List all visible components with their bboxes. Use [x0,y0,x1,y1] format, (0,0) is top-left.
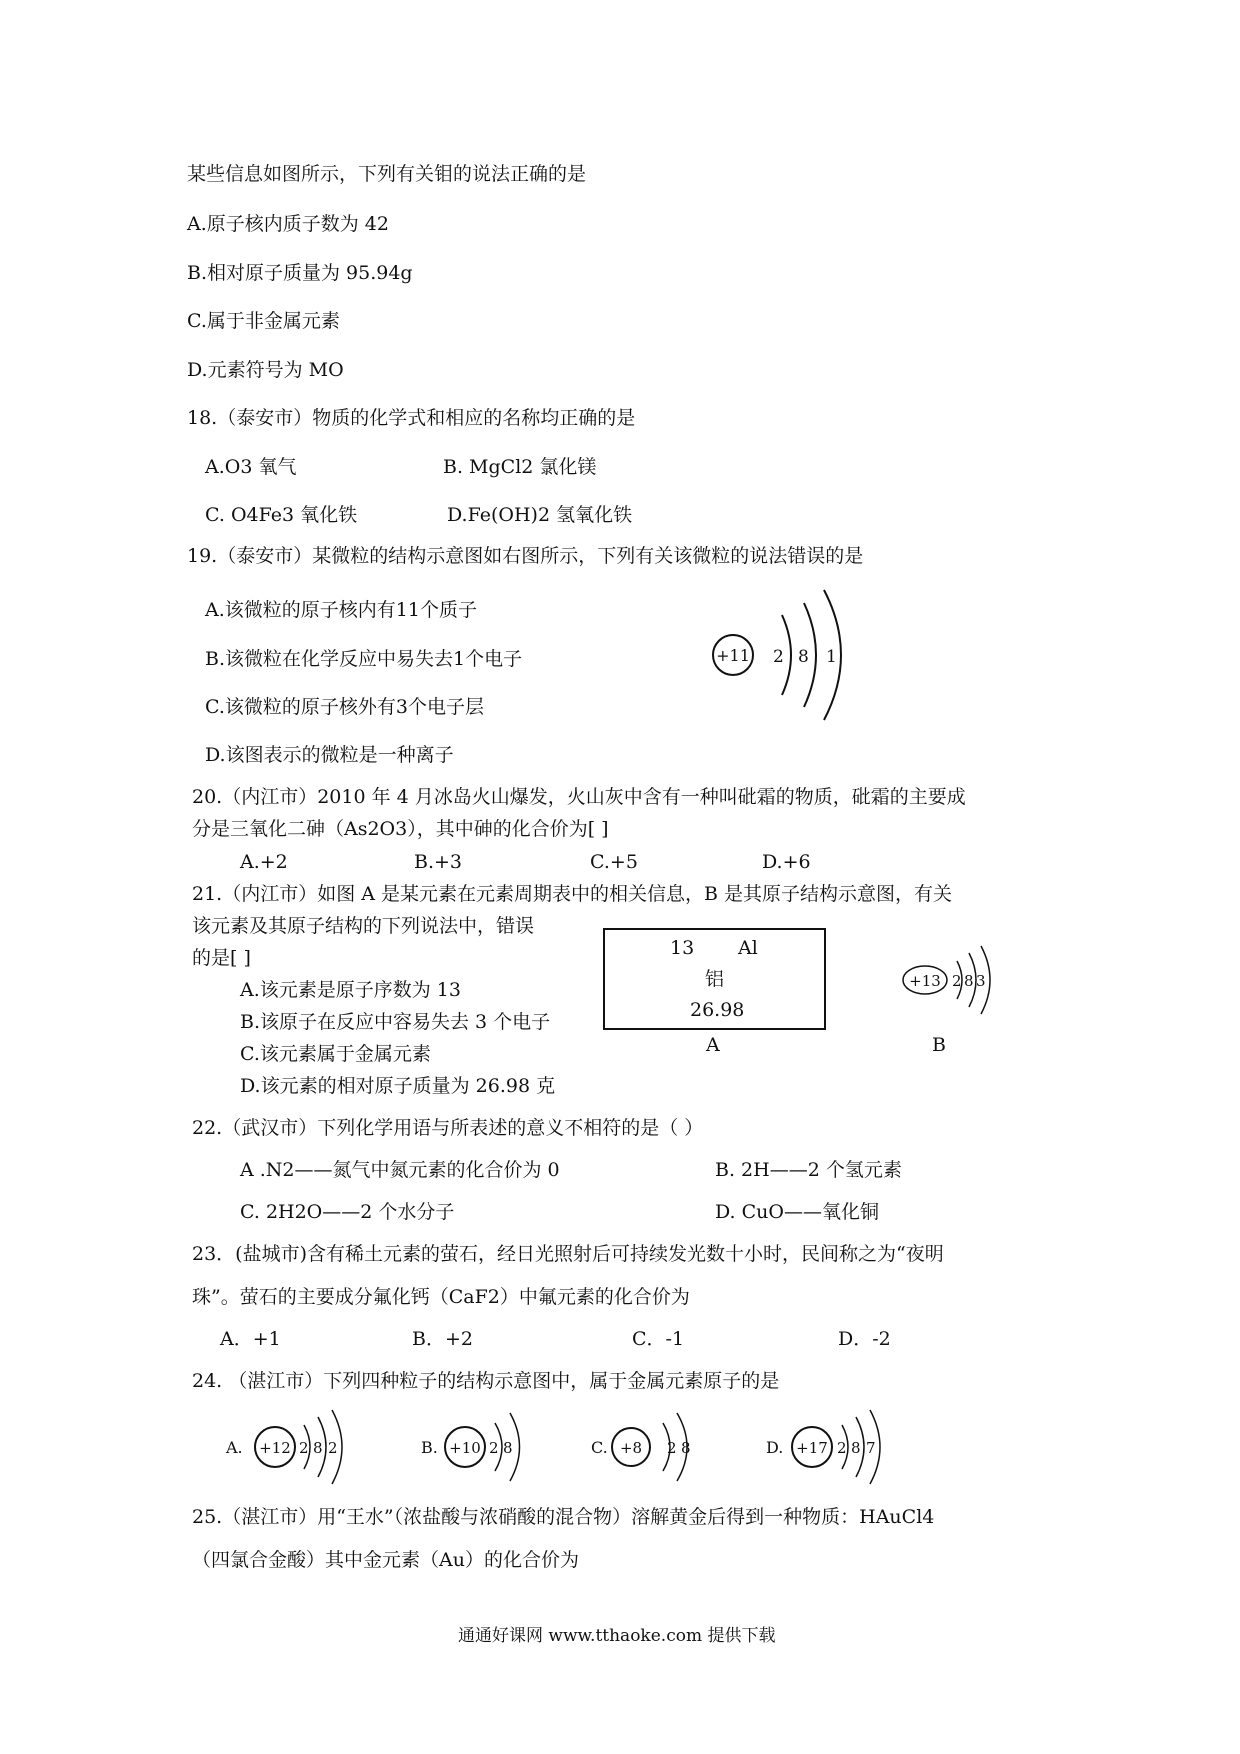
q19-option-d: D.该图表示的微粒是一种离子 [205,744,454,766]
shell-electrons: 2 [773,647,784,667]
q21-line1: 21.（内江市）如图 A 是某元素在元素周期表中的相关信息，B 是其原子结构示意图，有关 [192,883,953,905]
q22-stem: 22.（武汉市）下列化学用语与所表述的意义不相符的是（ ） [192,1117,704,1139]
q23-option-d: D．-2 [838,1328,891,1350]
q22-option-d: D. CuO——氧化铜 [715,1201,879,1223]
shell-electrons: 1 [826,647,837,667]
shell-electrons: 2 [328,1439,338,1457]
q17-option-d: D.元素符号为 MO [187,359,344,381]
q20-option-c: C.+5 [590,851,638,873]
q19-option-c: C.该微粒的原子核外有3个电子层 [205,696,484,718]
q21-option-d: D.该元素的相对原子质量为 26.98 克 [240,1075,556,1097]
choice-label: D. [766,1438,784,1457]
q20-line1: 20.（内江市）2010 年 4 月冰岛火山爆发，火山灰中含有一种叫砒霜的物质，砒霜的主要成 [192,786,966,808]
nucleus-charge: +13 [909,972,941,990]
q22-option-b: B. 2H——2 个氢元素 [715,1159,902,1181]
element-symbol: Al [738,937,758,959]
q20-option-a: A.+2 [240,851,288,873]
nucleus-charge: +10 [449,1439,481,1457]
q18-option-d: D.Fe(OH)2 氢氧化铁 [447,504,633,526]
atomic-mass: 26.98 [690,999,745,1021]
q23-line1: 23．(盐城市)含有稀土元素的萤石，经日光照射后可持续发光数十小时，民间称之为“夜明 [192,1243,944,1265]
q24-choice-d-diagram [760,1405,920,1485]
q20-option-d: D.+6 [762,851,811,873]
shell-electrons: 2 [299,1439,309,1457]
choice-label: B. [421,1438,438,1457]
q21-atom-diagram [895,943,1005,1018]
choice-label: A. [226,1438,243,1457]
q24-choice-c-diagram [585,1405,715,1485]
q21-option-c: C.该元素属于金属元素 [240,1043,431,1065]
shell-electrons: 3 [976,972,986,990]
q21-option-b: B.该原子在反应中容易失去 3 个电子 [240,1011,551,1033]
q20-line2: 分是三氧化二砷（As2O3），其中砷的化合价为[ ] [192,818,609,840]
q17-option-c: C.属于非金属元素 [187,310,340,332]
shell-electrons: 8 [964,972,974,990]
shell-electrons: 8 [851,1439,861,1457]
shell-electrons: 2 [952,972,962,990]
q17-stem: 某些信息如图所示，下列有关钼的说法正确的是 [187,163,587,185]
atomic-number: 13 [670,937,695,959]
element-name: 铝 [705,968,725,990]
q18-option-a: A.O3 氧气 [205,456,297,478]
q17-option-b: B.相对原子质量为 95.94g [187,262,413,284]
shell-electrons: 2 [667,1439,677,1457]
q20-option-b: B.+3 [414,851,463,873]
shell-electrons: 7 [866,1439,876,1457]
shell-electrons: 2 [489,1439,499,1457]
q19-option-b: B.该微粒在化学反应中易失去1个电子 [205,648,523,670]
periodic-table-card [603,928,826,1030]
nucleus-charge: +11 [716,646,750,665]
shell-electrons: 8 [798,647,809,667]
card-label-a: A [706,1034,720,1056]
q24-stem: 24. （湛江市）下列四种粒子的结构示意图中，属于金属元素原子的是 [192,1370,780,1392]
shell-electrons: 8 [681,1439,691,1457]
q25-line1: 25.（湛江市）用“王水”（浓盐酸与浓硝酸的混合物）溶解黄金后得到一种物质：HAuCl4 [192,1506,935,1528]
q19-stem: 19.（泰安市）某微粒的结构示意图如右图所示，下列有关该微粒的说法错误的是 [187,545,864,567]
shell-electrons: 8 [313,1439,323,1457]
page-footer: 通通好课网 www.tthaoke.com 提供下载 [458,1626,776,1646]
nucleus-charge: +8 [619,1439,643,1457]
q23-option-a: A．+1 [220,1328,281,1350]
q21-option-a: A.该元素是原子序数为 13 [240,979,461,1001]
q18-stem: 18.（泰安市）物质的化学式和相应的名称均正确的是 [187,407,636,429]
q18-option-b: B. MgCl2 氯化镁 [443,456,597,478]
q23-line2: 珠”。萤石的主要成分氟化钙（CaF2）中氟元素的化合价为 [192,1286,690,1308]
nucleus-charge: +17 [796,1439,828,1457]
q24-choice-b-diagram [415,1405,565,1485]
q25-line2: （四氯合金酸）其中金元素（Au）的化合价为 [192,1549,579,1571]
q23-option-c: C．-1 [632,1328,685,1350]
atom-label-b: B [932,1034,946,1056]
q23-option-b: B．+2 [412,1328,473,1350]
q21-line2: 该元素及其原子结构的下列说法中，错误 [192,915,535,937]
q19-atom-diagram [700,585,850,735]
nucleus-charge: +12 [259,1439,291,1457]
q18-option-c: C. O4Fe3 氧化铁 [205,504,358,526]
shell-electrons: 2 [837,1439,847,1457]
shell-electrons: 8 [503,1439,513,1457]
q24-choice-a-diagram [220,1405,380,1485]
q19-option-a: A.该微粒的原子核内有11个质子 [205,599,477,621]
q17-option-a: A.原子核内质子数为 42 [187,213,389,235]
q22-option-c: C. 2H2O——2 个水分子 [240,1201,455,1223]
q22-option-a: A .N2——氮气中氮元素的化合价为 0 [240,1159,560,1181]
q21-line3: 的是[ ] [192,947,251,969]
choice-label: C. [591,1438,608,1457]
